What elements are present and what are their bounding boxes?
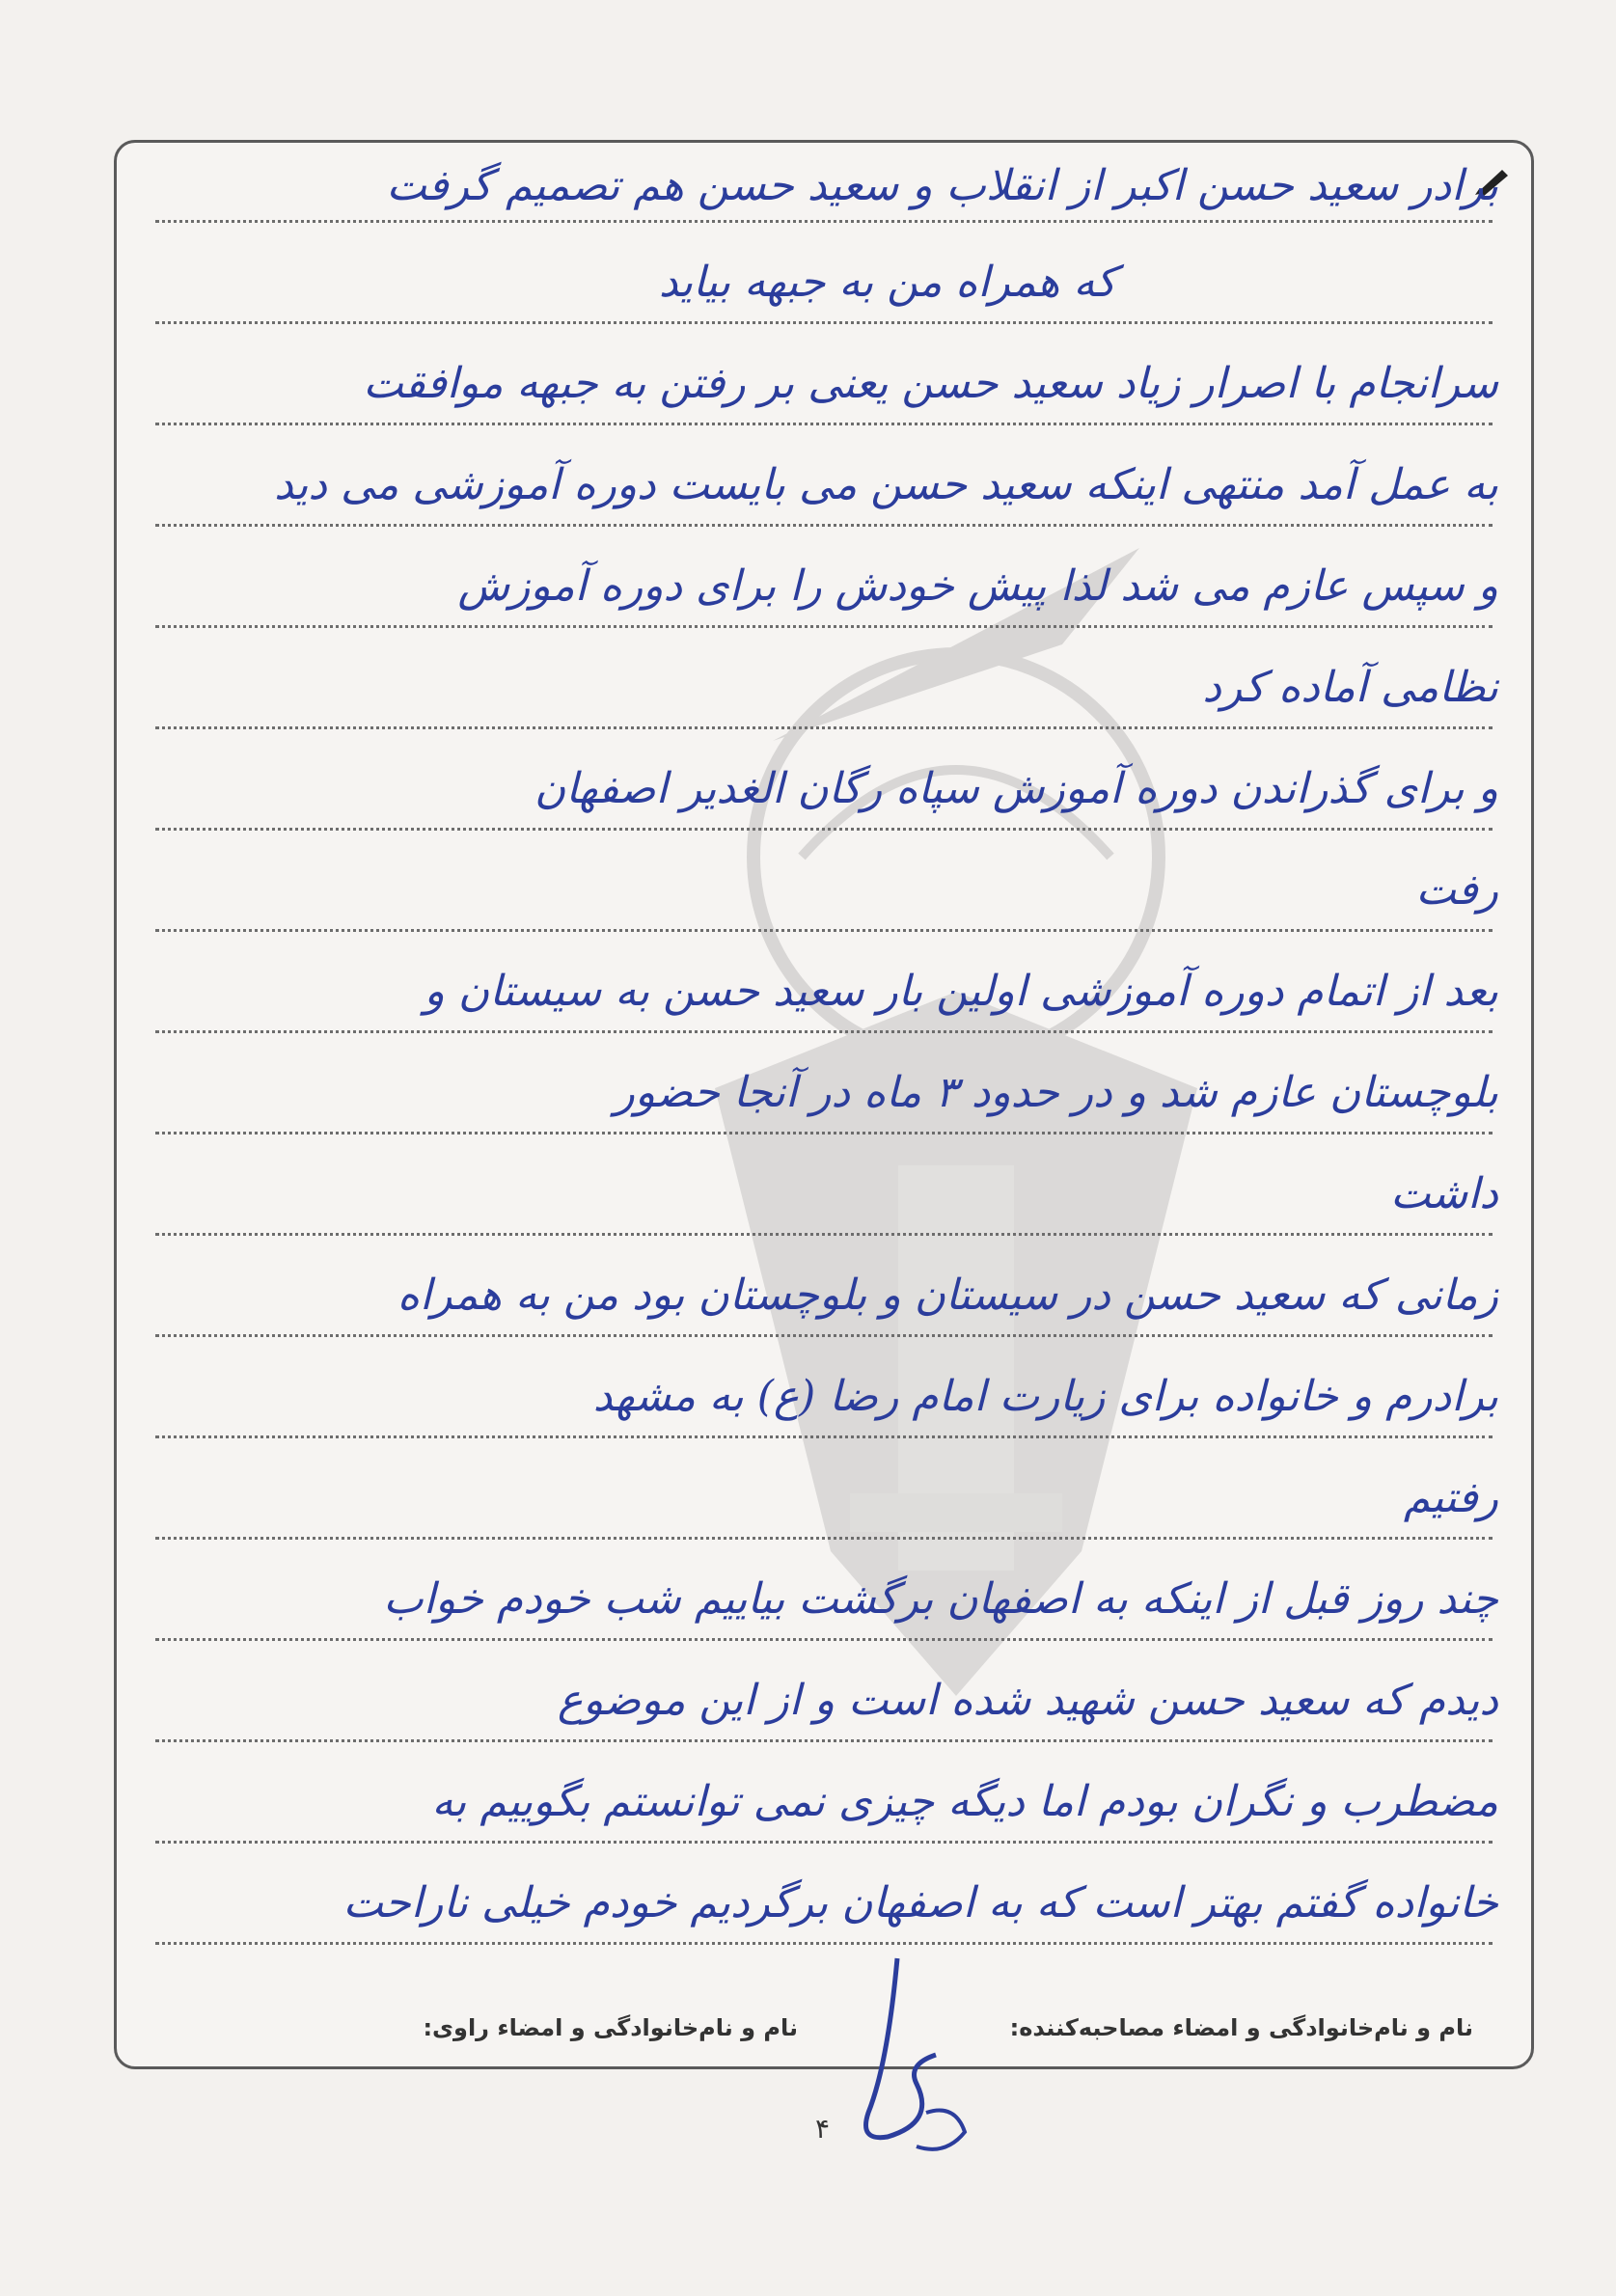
handwritten-line: مضطرب و نگران بودم اما دیگه چیزی نمی توانستم بگوییم به [431,1777,1498,1826]
handwritten-line: زمانی که سعید حسن در سیستان و بلوچستان بود من به همراه [397,1271,1498,1320]
handwritten-line: بعد از اتمام دوره آموزشی اولین بار سعید حسن به سیستان و [424,967,1498,1016]
handwritten-line: دیدم که سعید حسن شهید شده است و از این موضوع [557,1676,1498,1725]
handwritten-line: داشت [1390,1169,1498,1218]
handwritten-line: برادر سعید حسن اکبر از انقلاب و سعید حسن هم تصمیم گرفت [386,161,1498,210]
handwritten-line: رفتیم [1403,1473,1498,1522]
narrator-signature-label: نام و نام‌خانوادگی و امضاء راوی: [423,2014,798,2041]
handwritten-line: بلوچستان عازم شد و در حدود ۳ ماه در آنجا حضور [614,1068,1498,1117]
signature-footer [117,2014,1531,2053]
interview-form-sheet [114,140,1534,2069]
handwritten-line: خانواده گفتم بهتر است که به اصفهان برگردیم خودم خیلی ناراحت [342,1878,1498,1927]
handwritten-lines [117,143,1531,2066]
handwritten-signature [830,1949,1023,2161]
handwritten-line: نظامی آماده کرد [1202,663,1498,712]
page-number: ۴ [815,2113,831,2145]
handwritten-line: و برای گذراندن دوره آموزش سپاه رگان الغدیر اصفهان [534,764,1498,813]
handwritten-line: به عمل آمد منتهی اینکه سعید حسن می بایست دوره آموزشی می دید [274,460,1498,509]
handwritten-line: و سپس عازم می شد لذا پیش خودش را برای دوره آموزش [457,561,1498,611]
handwritten-line: سرانجام با اصرار زیاد سعید حسن یعنی بر رفتن به جبهه موافقت [363,359,1498,408]
interviewer-signature-label: نام و نام‌خانوادگی و امضاء مصاحبه‌کننده: [1009,2014,1473,2041]
handwritten-line: رفت [1415,865,1498,915]
handwritten-line: چند روز قبل از اینکه به اصفهان برگشت بیاییم شب خودم خواب [383,1574,1498,1624]
handwritten-line: که همراه من به جبهه بیاید [658,258,1116,307]
handwritten-line: برادرم و خانواده برای زیارت امام رضا (ع) به مشهد [592,1372,1498,1421]
